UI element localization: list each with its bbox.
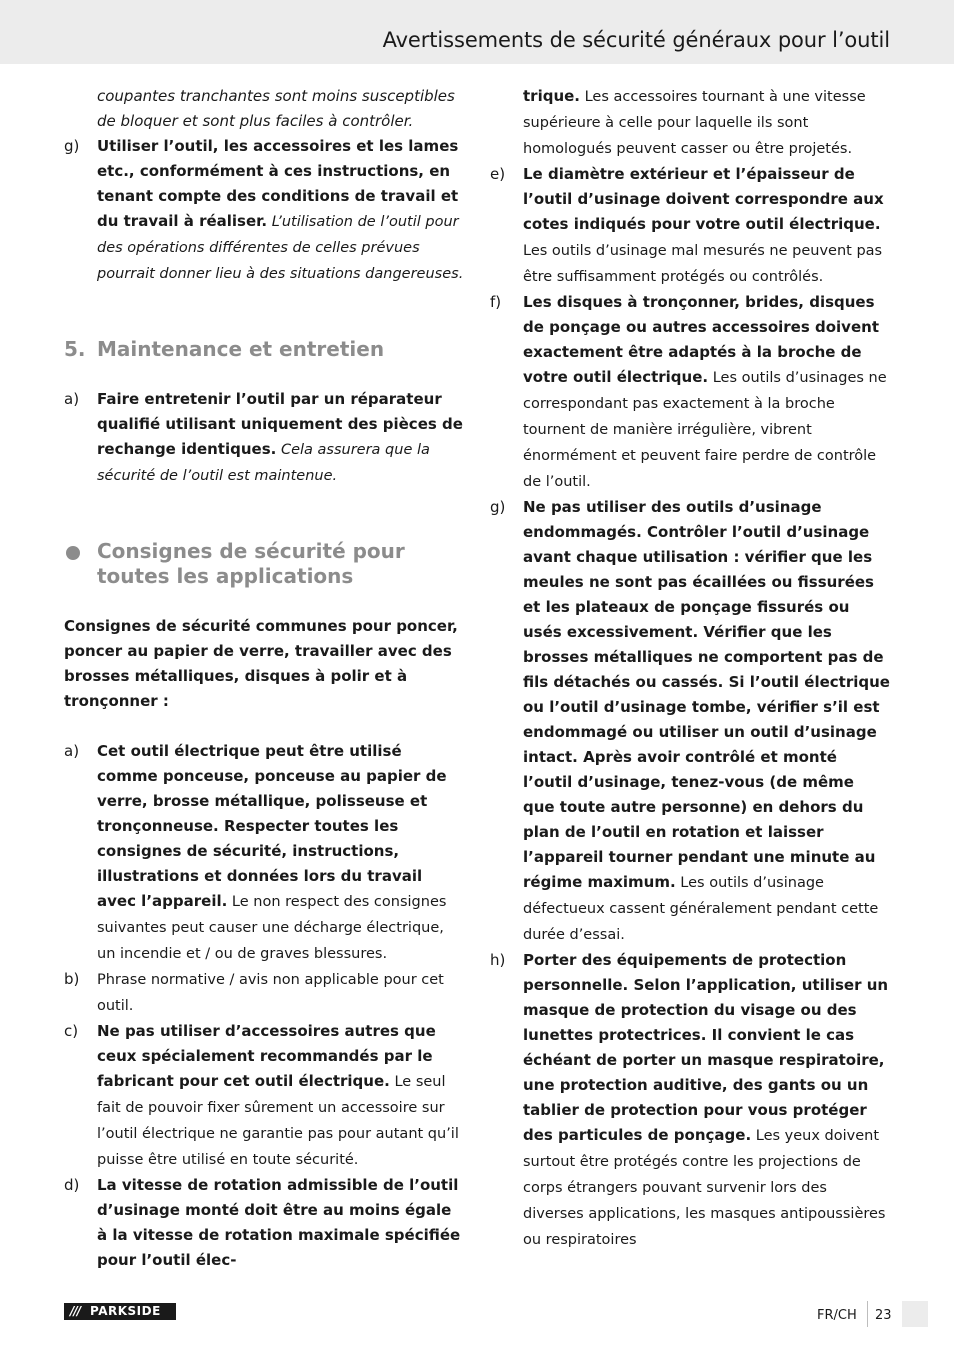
- section-title: Maintenance et entretien: [97, 337, 385, 361]
- list-item-d-continued: [490, 84, 890, 162]
- item-text: Les accessoires tournant à une vitesse supérieure à celle pour laquelle ils sont homologués peuvent casser ou être projetés.: [523, 89, 866, 157]
- list-item-e: [490, 162, 890, 290]
- logo-brand: PARKSIDE: [90, 1304, 161, 1318]
- list-item-d: [64, 1173, 464, 1273]
- item-bold-text: Le diamètre extérieur et l’épaisseur de l’outil d’usinage doivent correspondre aux cotes indiqués pour votre outil électrique.: [523, 165, 884, 233]
- item-text: Les outils d’usinage défectueux cassent généralement pendant cette durée d’essai.: [523, 875, 879, 943]
- section-heading: [64, 337, 464, 362]
- item-bold-text: Ne pas utiliser des outils d’usinage endommagés. Contrôler l’outil d’usinage avant chaque utilisation : vérifier que les meules ne sont pas écaillées ou fissurées et les plateaux de ponçage fissurés ou usés excessivement. Vérifier que les brosses métalliques ne comportent pas de fils détachés ou cassés. Si l’outil électrique ou l’outil d’usinage tombe, vérifier s’il est endommagé ou utiliser un outil d’usinage intact. Après avoir contrôlé et monté l’outil d’usinage, tenez-vous (de même que toute autre personne) en dehors du plan de l’outil en rotation et laisser l’appareil tourner pendant une minute au régime maximum.: [523, 498, 890, 891]
- item-label: c): [64, 1022, 79, 1040]
- item-bold-text: La vitesse de rotation admissible de l’outil d’usinage monté doit être au moins égale à la vitesse de rotation maximale spécifiée pour l’outil élec-: [97, 1176, 461, 1269]
- common-intro: Consignes de sécurité communes pour poncer, poncer au papier de verre, travailler avec des brosses métalliques, disques à polir et à tronçonner :: [64, 617, 458, 710]
- parkside-logo: [64, 1303, 176, 1320]
- continued-text: coupantes tranchantes sont moins susceptibles de bloquer et sont plus faciles à contrôler.: [97, 87, 455, 130]
- item-label: b): [64, 970, 80, 988]
- footer-tab: [902, 1301, 928, 1327]
- list-item-h: [490, 948, 890, 1253]
- item-bold-text: Cet outil électrique peut être utilisé comme ponceuse, ponceuse au papier de verre, brosse métallique, polisseuse et tronçonneuse. Respecter toutes les consignes de sécurité, instructions, illustrations et données lors du travail avec l’appareil.: [97, 742, 447, 910]
- item-text: Le seul fait de pouvoir fixer sûrement un accessoire sur l’outil électrique ne garantie pas pour autant qu’il puisse être utilisé en toute sécurité.: [97, 1074, 459, 1168]
- item-label: g): [64, 137, 80, 155]
- page-title: Avertissements de sécurité généraux pour l’outil: [382, 28, 890, 52]
- item-text: Les outils d’usinage mal mesurés ne peuvent pas être suffisamment protégés ou contrôlés.: [523, 243, 883, 285]
- list-item-a-maintenance: [64, 387, 464, 489]
- right-column: [490, 84, 890, 1253]
- language-code: FR/CH: [817, 1308, 857, 1323]
- item-label: a): [64, 742, 80, 760]
- list-item-a: [64, 739, 464, 967]
- item-text: Phrase normative / avis non applicable pour cet outil.: [97, 972, 444, 1014]
- item-label: a): [64, 390, 80, 408]
- item-label: f): [490, 293, 502, 311]
- left-column: [64, 84, 464, 1273]
- section-number: 5.: [64, 337, 86, 361]
- item-label: d): [64, 1176, 80, 1194]
- item-text: Cela assurera que la sécurité de l’outil est maintenue.: [97, 442, 430, 484]
- subsection-title: Consignes de sécurité pour toutes les applications: [97, 539, 405, 588]
- item-bold-text: Ne pas utiliser d’accessoires autres que ceux spécialement recommandés par le fabricant pour cet outil électrique.: [97, 1022, 436, 1090]
- list-item-b: [64, 967, 464, 1019]
- page-number: 23: [875, 1308, 892, 1323]
- item-bold-text: Faire entretenir l’outil par un réparateur qualifié utilisant uniquement des pièces de rechange identiques.: [97, 390, 463, 458]
- item-label: g): [490, 498, 506, 516]
- item-bold-text: Utiliser l’outil, les accessoires et les lames etc., conformément à ces instructions, en tenant compte des conditions de travail et du travail à réaliser.: [97, 137, 459, 230]
- item-label: e): [490, 165, 506, 183]
- item-text: Les yeux doivent surtout être protégés contre les projections de corps étrangers pouvant survenir lors des diverses applications, les masques antipoussières ou respiratoires: [523, 1128, 886, 1248]
- list-item-g-right: [490, 495, 890, 948]
- list-item-c: [64, 1019, 464, 1173]
- list-item-f: [490, 290, 890, 495]
- item-text: Les outils d’usinages ne correspondant pas exactement à la broche tournent de manière irrégulière, vibrent énormément et peuvent faire perdre de contrôle de l’outil.: [523, 370, 887, 490]
- subsection-heading: [64, 539, 464, 589]
- item-text: Le non respect des consignes suivantes peut causer une décharge électrique, un incendie et / ou de graves blessures.: [97, 894, 447, 962]
- item-bold-text: Porter des équipements de protection personnelle. Selon l’application, utiliser un masque de protection du visage ou des lunettes protectrices. Il convient le cas échéant de porter un masque respiratoire, une protection auditive, des gants ou un tablier de protection pour vous protéger des particules de ponçage.: [523, 951, 889, 1144]
- item-label: h): [490, 951, 506, 969]
- item-bold-text: Les disques à tronçonner, brides, disques de ponçage ou autres accessoires doivent exactement être adaptés à la broche de votre outil électrique.: [523, 293, 879, 386]
- list-item-g: [64, 134, 464, 287]
- item-bold-text: trique.: [523, 87, 580, 105]
- logo-slashes: ///: [70, 1304, 81, 1318]
- item-text: L’utilisation de l’outil pour des opérations différentes de celles prévues pourrait donner lieu à des situations dangereuses.: [97, 214, 464, 282]
- footer-divider: [867, 1301, 868, 1327]
- bullet-dot-icon: [66, 546, 80, 560]
